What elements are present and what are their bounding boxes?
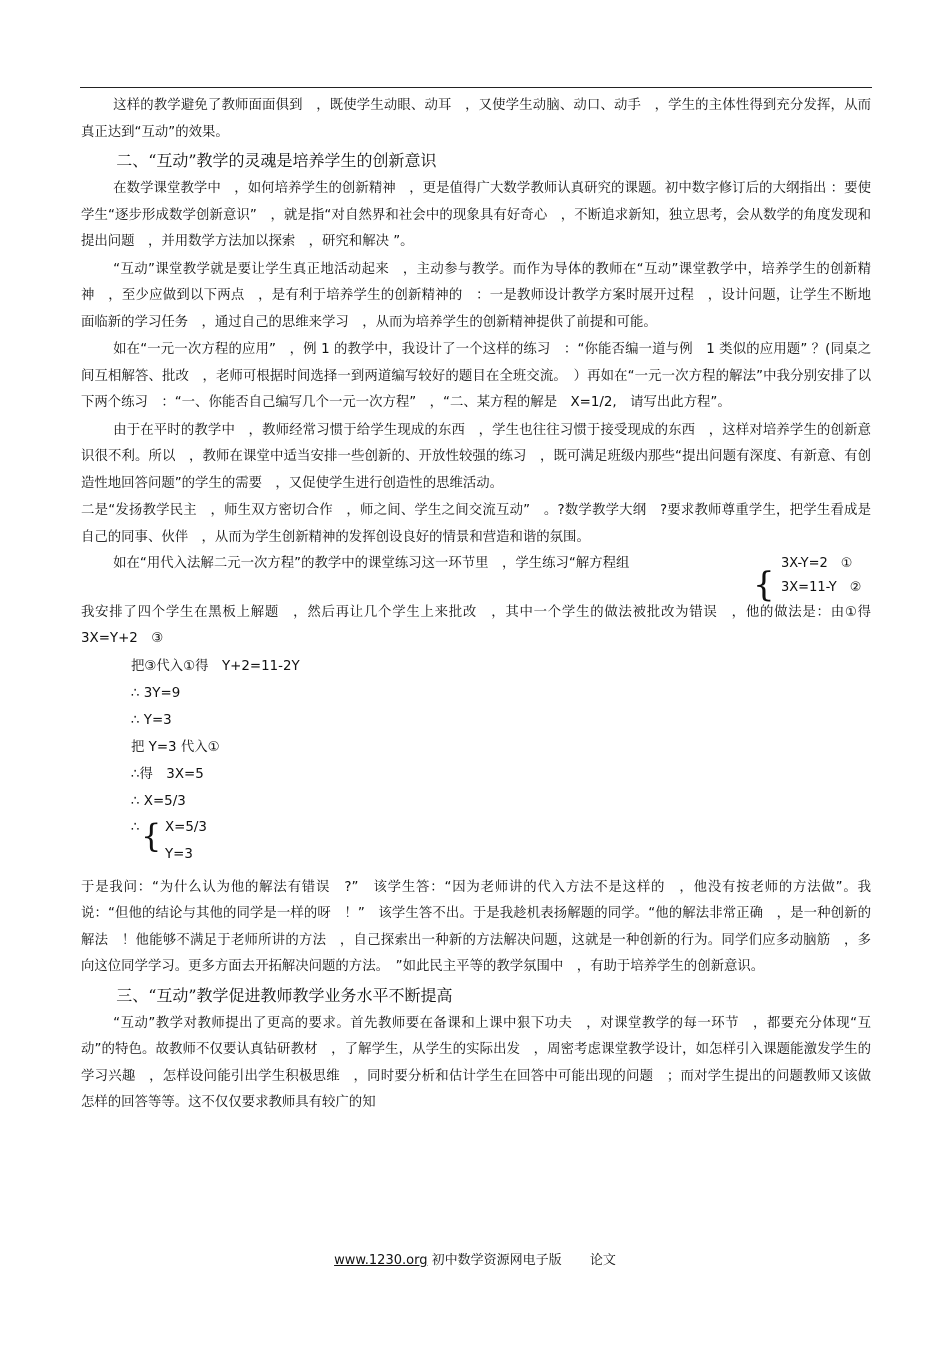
paragraph: 这样的教学避免了教师面面俱到 ，既使学生动眼、动耳 ，又使学生动脑、动口、动手 ，学生的主体性得到充分发挥，从而真正达到“互动”的效果。 [81, 98, 871, 140]
solution-step: ∴得 3X=5 [131, 766, 204, 782]
paragraph: “互动”教学对教师提出了更高的要求。首先教师要在备课和上课中狠下功夫 ，对课堂教学的每一环节 ，都要充分体现“互动”的特色。故教师不仅要认真钻研教材 ，了解学生，从学生的实际出发 ，周密考虑课堂教学设计，如怎样引入课题能激发学生的学习兴趣 ，怎样设问能引出学生积极思维 ，同时要分析和估计学生在回答中可能出现的问题 ；而对学生提出的问题教师又该做怎样的回答等等。这不仅仅要求教师具有较广的知 [81, 1015, 871, 1110]
footer-site: 初中数学资源网电子版 [431, 1253, 562, 1268]
answer-x: X=5/3 [165, 819, 207, 835]
solution-step: ∴ X=5/3 [131, 793, 186, 809]
paragraph: 我安排了四个学生在黑板上解题 ，然后再让几个学生上来批改 ，其中一个学生的做法被批改为错误 ，他的做法是：由①得 3X=Y+2 ③ [81, 604, 885, 646]
solution-step: 把 Y=3 代入① [131, 739, 220, 755]
paragraph: 二是“发扬教学民主 ，师生双方密切合作 ，师之间、学生之间交流互动” 。?数学教学大纲 ?要求教师尊重学生，把学生看成是自己的同事、伙伴 ，从而为学生创新精神的发挥创设良好的情景和营造和谐的氛围。 [81, 503, 871, 545]
solution-step: ∴ Y=3 [131, 712, 172, 728]
therefore-symbol: ∴ [131, 819, 140, 835]
brace-icon: { [141, 816, 162, 855]
footer-link[interactable]: www.1230.org [334, 1253, 428, 1268]
equation-2: 3X=11-Y ② [781, 580, 862, 595]
equation-system-block [81, 551, 871, 605]
answer-y: Y=3 [165, 846, 193, 862]
brace-icon: { [753, 565, 775, 605]
solution-answer [81, 815, 871, 875]
solution-step: 把③代入①得 Y+2=11-2Y [131, 658, 300, 674]
solution-step: ∴ 3Y=9 [131, 685, 181, 701]
paragraph: 如在“用代入法解二元一次方程”的教学中的课堂练习这一环节里 ，学生练习“解方程组 [113, 556, 630, 571]
footer-type: 论文 [589, 1253, 616, 1268]
paragraph: 在数学课堂教学中 ，如何培养学生的创新精神 ，更是值得广大数学教师认真研究的课题。初中数字修订后的大纲指出 ：要使学生“逐步形成数学创新意识” ，就是指“对自然界和社会中的现象具有好奇心 ，不断追求新知，独立思考，会从数学的角度发现和提出问题 ，并用数学方法加以探索 ，研究和解决 ”。 [81, 181, 871, 249]
paragraph: “互动”课堂教学就是要让学生真正地活动起来 ，主动参与教学。而作为导体的教师在“互动”课堂教学中，培养学生的创新精神 ，至少应做到以下两点 ，是有利于培养学生的创新精神的 ：一是教师设计教学方案时展开过程 ，设计问题，让学生不断地面临新的学习任务 ，通过自己的思维来学习 ，从而为培养学生的创新精神提供了前提和可能。 [81, 261, 871, 330]
paragraph: 由于在平时的教学中 ，教师经常习惯于给学生现成的东西 ，学生也往往习惯于接受现成的东西 ，这样对培养学生的创新意识很不利。所以 ，教师在课堂中适当安排一些创新的、开放性较强的练习 ，既可满足班级内那些“提出问题有深度、有新意、有创造性地回答问题”的学生的需要 ，又促使学生进行创造性的思维活动。 [81, 422, 871, 491]
document-body [81, 93, 885, 1117]
section-heading-2: 二、“互动”教学的灵魂是培养学生的创新意识 [116, 151, 437, 170]
header-rule [80, 87, 872, 88]
equation-1: 3X-Y=2 ① [781, 556, 853, 571]
paragraph: 如在“一元一次方程的应用” ，例 1 的教学中，我设计了一个这样的练习 ：“你能否编一道与例 1 类似的应用题” ？(同桌之间互相解答、批改 ，老师可根据时间选择一到两道编写较好的题目在全班交流。 ）再如在“一元一次方程的解法”中我分别安排了以下两个练习 ：“一、你能否自己编写几个一元一次方程” ，“二、某方程的解是 X=1/2, 请写出此方程”。 [81, 342, 871, 410]
section-heading-3: 三、“互动”教学促进教师教学业务水平不断提高 [116, 985, 453, 1005]
page-footer [0, 1249, 950, 1268]
paragraph: 于是我问：“为什么认为他的解法有错误 ?” 该学生答：“因为老师讲的代入方法不是这样的 ，他没有按老师的方法做”。我说：“但他的结论与其他的同学是一样的呀 ！” 该学生答不出。于是我趁机表扬解题的同学。“他的解法非常正确 ，是一种创新的解法 ！他能够不满足于老师所讲的方法 ，自己探索出一种新的方法解决问题，这就是一种创新的行为。同学们应多动脑筋 ，多向这位同学学习。更多方面去开拓解决问题的方法。 ”如此民主平等的教学氛围中 ，有助于培养学生的创新意识。 [81, 879, 871, 974]
